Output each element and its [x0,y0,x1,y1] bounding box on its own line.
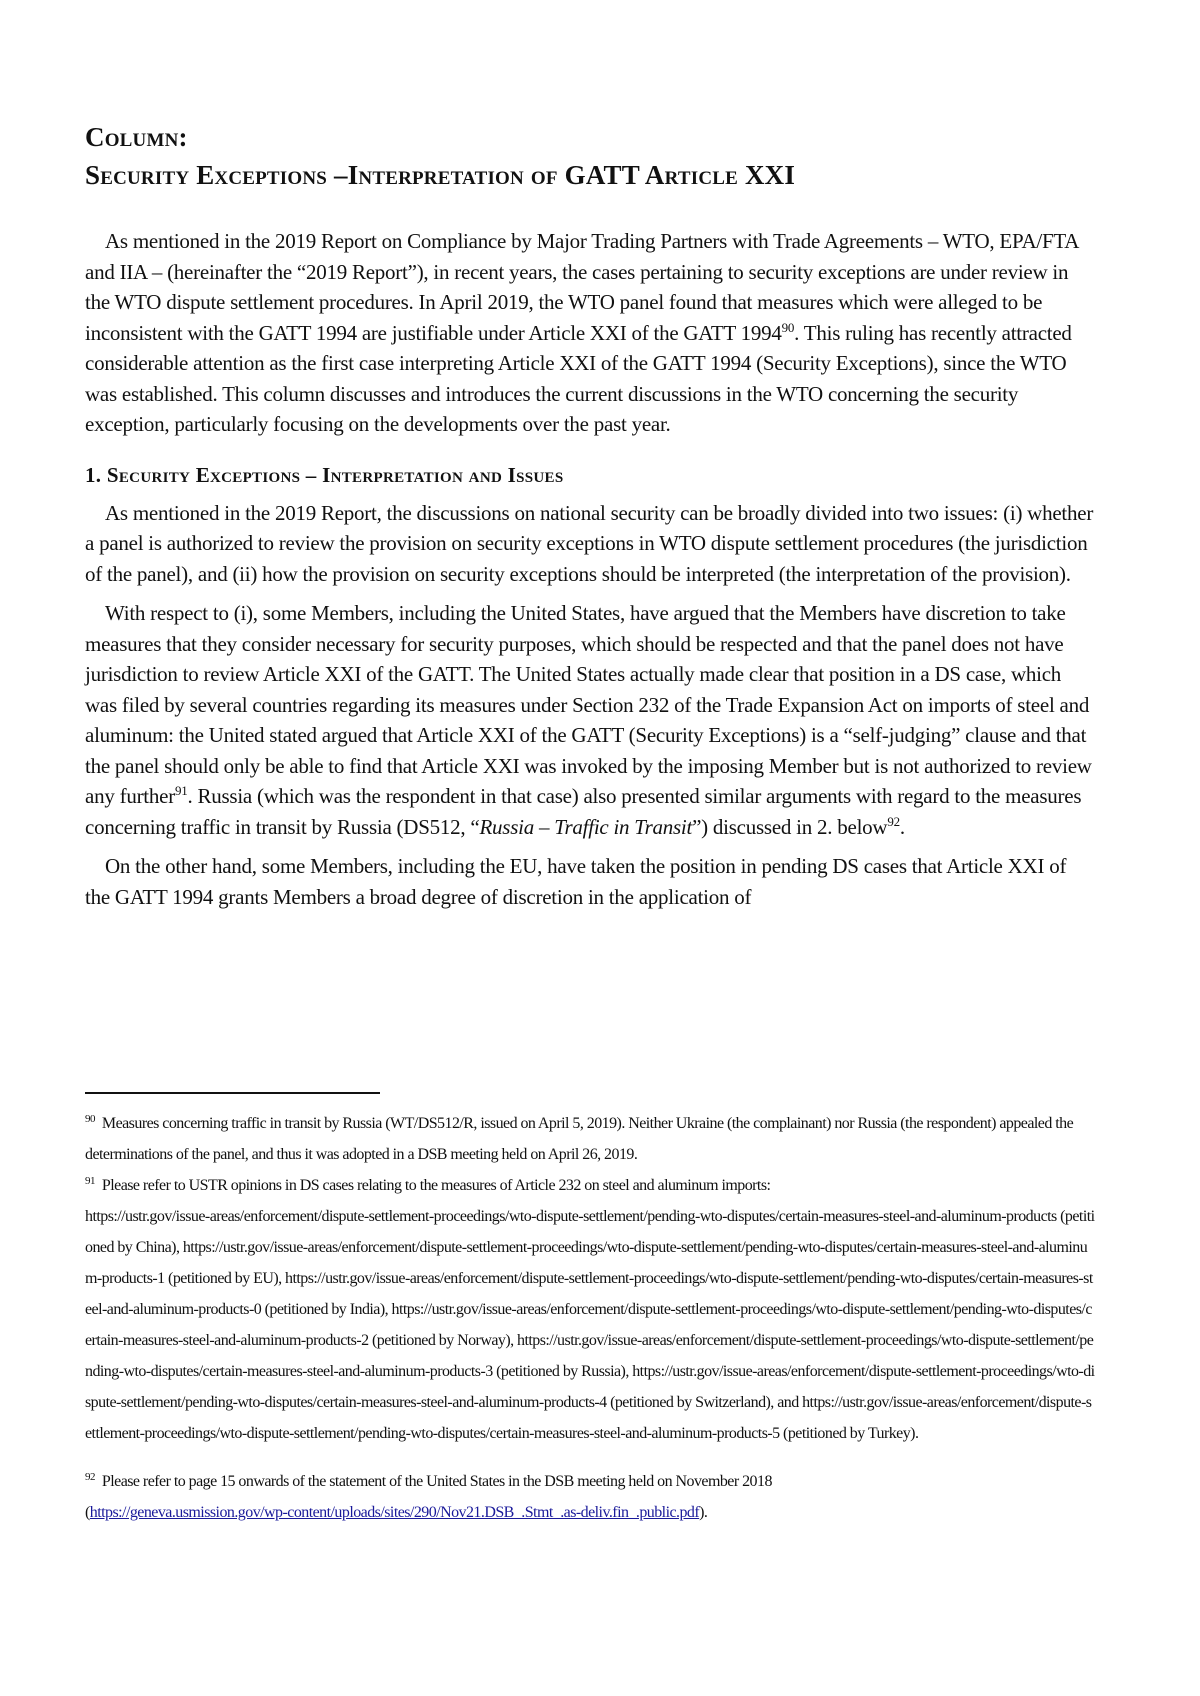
title-line-2: Security Exceptions –Interpretation of GATT Article XXI [85,160,796,190]
footnote-text: Measures concerning traffic in transit by Russia (WT/DS512/R, issued on April 5, 2019). Neither Ukraine (the complainant) nor Russia (the respondent) appealed the determinations of the panel, and thus it was adopted in a DSB meeting held on April 26, 2019. [85,1115,1074,1163]
section-heading: 1. Security Exceptions – Interpretation and Issues [85,462,564,487]
section-paragraph-3: On the other hand, some Members, including the EU, have taken the position in pending DS cases that Article XXI of the GATT 1994 grants Members a broad degree of discretion in the application of [85,854,1067,909]
footnote-number: 91 [85,1175,95,1187]
footnote-number: 90 [85,1113,95,1125]
footnote-ref-90[interactable]: 90 [781,319,795,335]
intro-text-2: . This ruling has recently attracted considerable attention as the first case interpreting Article XXI of the GATT 1994 (Security Exceptions), since the WTO was established. This column discusses and introduces the current discussions in the WTO concerning the security exception, particularly focusing on the developments over the past year. [85,320,1072,436]
footnote-92 [85,1466,1095,1528]
section-paragraph-2 [85,598,1095,842]
footnote-text: Please refer to page 15 onwards of the statement of the United States in the DSB meeting held on November 2018 [101,1473,772,1490]
footnote-number: 92 [85,1471,95,1483]
footnote-urls: https://ustr.gov/issue-areas/enforcement/dispute-settlement-proceedings/wto-dispute-settlement/pending-wto-disputes/certain-measures-steel-and-aluminum-products (petitioned by China), https://ustr.gov/issue-areas/enforcement/dispute-settlement-proceedings/wto-dispute-settlement/pending-wto-disputes/certain-measures-steel-and-aluminum-products-1 (petitioned by EU), https://ustr.gov/issue-areas/enforcement/dispute-settlement-proceedings/wto-dispute-settlement/pending-wto-disputes/certain-measures-steel-and-aluminum-products-0 (petitioned by India), https://ustr.gov/issue-areas/enforcement/dispute-settlement-proceedings/wto-dispute-settlement/pending-wto-disputes/certain-measures-steel-and-aluminum-products-2 (petitioned by Norway), https://ustr.gov/issue-areas/enforcement/dispute-settlement-proceedings/wto-dispute-settlement/pending-wto-disputes/certain-measures-steel-and-aluminum-products-3 (petitioned by Russia), https://ustr.gov/issue-areas/enforcement/dispute-settlement-proceedings/wto-dispute-settlement/pending-wto-disputes/certain-measures-steel-and-aluminum-products-4 (petitioned by Switzerland), and https://ustr.gov/issue-areas/enforcement/dispute-settlement-proceedings/wto-dispute-settlement/pending-wto-disputes/certain-measures-steel-and-aluminum-products-5 (petitioned by Turkey). [85,1208,1095,1442]
case-name-italic: Russia – Traffic in Transit [479,814,693,839]
p2-text-3: ”) discussed in 2. below [692,814,888,839]
footnote-90 [85,1108,1095,1170]
main-content [85,118,1095,912]
footnotes [85,1108,1095,1528]
intro-paragraph [85,226,1095,440]
section-paragraph-1: As mentioned in the 2019 Report, the discussions on national security can be broadly divided into two issues: (i) whether a panel is authorized to review the provision on security exceptions in WTO dispute settlement procedures (the jurisdiction of the panel), and (ii) how the provision on security exceptions should be interpreted (the interpretation of the provision). [85,500,1094,586]
page-title [85,118,1095,194]
p2-text-1: With respect to (i), some Members, including the United States, have argued that the Members have discretion to take measures that they consider necessary for security purposes, which should be respected and that the panel does not have jurisdiction to review Article XXI of the GATT. The United States actually made clear that position in a DS case, which was filed by several countries regarding its measures under Section 232 of the Trade Expansion Act on imports of steel and aluminum: the United stated argued that Article XXI of the GATT (Security Exceptions) is a “self-judging” clause and that the panel should only be able to find that Article XXI was invoked by the imposing Member but is not authorized to review any further [85,601,1092,808]
paren-close: ). [699,1504,708,1521]
statement-pdf-link[interactable]: https://geneva.usmission.gov/wp-content/uploads/sites/290/Nov21.DSB_.Stmt_.as-deliv.fin_.public.pdf [89,1504,700,1521]
paren-open: ( [85,1504,90,1521]
footnote-ref-92[interactable]: 92 [887,813,900,829]
footnote-ref-91[interactable]: 91 [174,783,188,798]
footnote-text: Please refer to USTR opinions in DS cases relating to the measures of Article 232 on steel and aluminum imports: [101,1177,771,1194]
title-line-1: Column: [85,122,188,152]
footnote-91 [85,1170,1095,1449]
footnote-separator [85,1092,380,1094]
p2-text-2: . Russia (which was the respondent in that case) also presented similar arguments with regard to the measures concerning traffic in transit by Russia (DS512, “ [85,784,1082,839]
p2-text-4: . [899,814,905,839]
intro-text-1: As mentioned in the 2019 Report on Compliance by Major Trading Partners with Trade Agreements – WTO, EPA/FTA and IIA – (hereinafter the “2019 Report”), in recent years, the cases pertaining to security exceptions are under review in the WTO dispute settlement procedures. In April 2019, the WTO panel found that measures which were alleged to be inconsistent with the GATT 1994 are justifiable under Article XXI of the GATT 1994 [85,229,1079,345]
